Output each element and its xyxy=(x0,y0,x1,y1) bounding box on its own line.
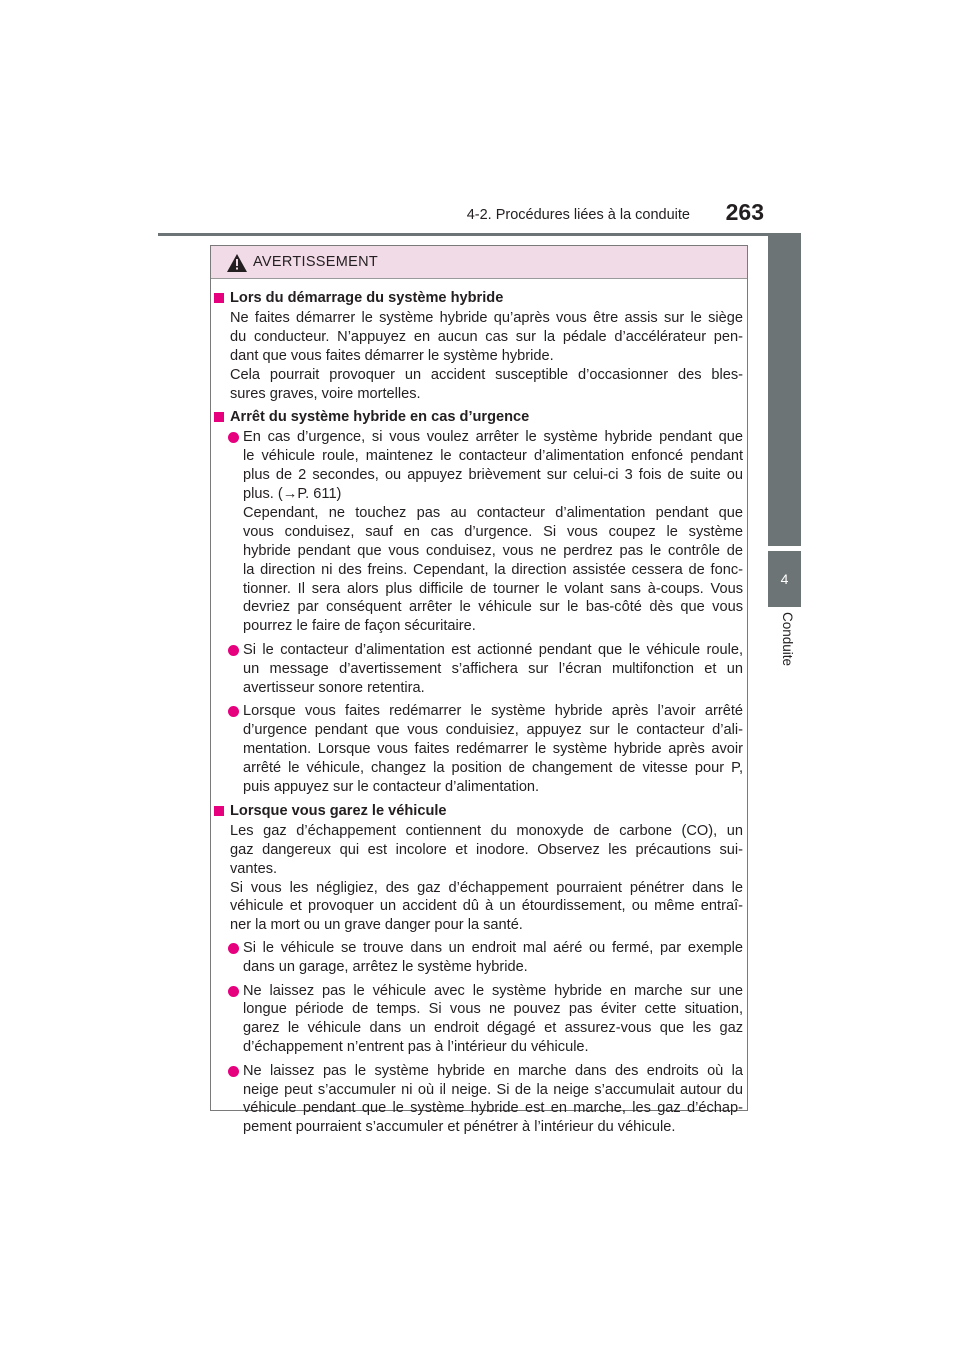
section-heading: Lors du démarrage du système hybride xyxy=(230,290,504,306)
body-line: arrêté le véhicule, changez la position de changement de vitesse pour P, xyxy=(243,759,743,776)
body-line: mentation. Lorsque vous faites redémarrer le système hybride après avoir xyxy=(243,740,743,757)
side-tab-label: Conduite xyxy=(780,612,795,667)
body-line: gaz dangereux qui est incolore et inodore. Observez les précautions sui- xyxy=(230,841,743,858)
body-line: Cependant, ne touchez pas au contacteur d’alimentation pendant que xyxy=(243,504,743,521)
heading-square-icon xyxy=(214,412,224,422)
body-line: Ne laissez pas le véhicule avec le système hybride en marche sur une xyxy=(243,982,743,999)
bullet-dot-icon xyxy=(228,432,239,443)
warning-header xyxy=(211,246,747,279)
section-heading: Arrêt du système hybride en cas d’urgence xyxy=(230,409,530,426)
body-line: longue période de temps. Si vous ne pouvez pas éviter cette situation, xyxy=(243,1001,743,1018)
body-line: Cela pourrait provoquer un accident susceptible d’occasionner des bles- xyxy=(230,366,743,383)
body-line: vous conduisez, sauf en cas d’urgence. Si vous coupez le système xyxy=(243,523,743,540)
body-line: plus de 2 secondes, ou appuyez brièvement sur celui-ci 3 fois de suite ou xyxy=(243,467,743,484)
heading-square-icon xyxy=(214,806,224,816)
body-line: tionner. Il sera alors plus difficile de tourner le volant sans à-coups. Vous xyxy=(243,580,743,597)
body-line: vantes. xyxy=(230,860,278,877)
body-line: plus. (→P. 611) xyxy=(243,486,342,502)
body-line: d’échappement n’entrent pas à l’intérieur du véhicule. xyxy=(243,1039,589,1056)
warning-title: AVERTISSEMENT xyxy=(253,254,379,270)
bullet-dot-icon xyxy=(228,986,239,997)
body-line: Ne laissez pas le système hybride en marche dans des endroits où la xyxy=(243,1062,743,1079)
body-line: neige peut s’accumuler ni où il neige. Si de la neige s’accumulait autour du xyxy=(243,1081,743,1098)
body-line: Ne faites démarrer le système hybride qu’après vous être assis sur le siège xyxy=(230,309,743,326)
body-line: puis appuyez sur le contacteur d’alimentation. xyxy=(243,778,540,795)
body-line: pourrez le faire de façon sécuritaire. xyxy=(243,618,476,635)
body-line: du conducteur. N’appuyez en aucun cas sur la pédale d’accélérateur pen- xyxy=(230,328,743,345)
body-line: un message d’avertissement s’affichera sur l’écran multifonction et un xyxy=(243,660,743,677)
warning-box xyxy=(210,245,748,1136)
body-line: véhicule pendant que le système hybride est en marche, les gaz d’échap- xyxy=(243,1100,743,1117)
bullet-dot-icon xyxy=(228,1066,239,1077)
body-line: hybride pendant que vous conduisez, vous ne perdrez pas le contrôle de xyxy=(243,542,743,559)
body-line: garez le véhicule dans un endroit dégagé et assurez-vous que les gaz xyxy=(243,1020,743,1037)
bullet-dot-icon xyxy=(228,706,239,717)
body-line: le véhicule roule, maintenez le contacteur d’alimentation enfoncé pendant xyxy=(243,448,743,465)
section-title: 4-2. Procédures liées à la conduite xyxy=(466,207,690,223)
body-line: Si vous les négligiez, des gaz d’échappement pourraient pénétrer dans le xyxy=(230,879,743,896)
body-line: ner la mort ou un grave danger pour la santé. xyxy=(230,917,523,934)
body-line: véhicule et provoquer un accident dû à un étourdissement, ou même entraî- xyxy=(230,898,743,915)
body-line: devriez par conséquent arrêter le véhicule sur le bas-côté dès que vous xyxy=(243,599,743,616)
body-line: Les gaz d’échappement contiennent du monoxyde de carbone (CO), un xyxy=(230,822,743,839)
body-line: la direction ni des freins. Cependant, la direction assistée cessera de fonc- xyxy=(243,561,743,578)
body-line: En cas d’urgence, si vous voulez arrêter le système hybride pendant que xyxy=(243,429,743,446)
side-tab-number: 4 xyxy=(768,551,801,607)
section-heading: Lorsque vous garez le véhicule xyxy=(230,802,447,819)
body-line: avertisseur sonore retentira. xyxy=(243,679,425,696)
body-line: dans un garage, arrêtez le système hybride. xyxy=(243,959,528,976)
heading-square-icon xyxy=(214,293,224,303)
bullet-dot-icon xyxy=(228,943,239,954)
body-line: sures graves, voire mortelles. xyxy=(230,385,421,402)
body-line: Si le contacteur d’alimentation est actionné pendant que le véhicule roule, xyxy=(243,641,743,658)
body-line: d’urgence pendant que vous conduisiez, appuyez sur le contacteur d’ali- xyxy=(243,721,743,738)
warning-triangle-icon xyxy=(227,254,247,272)
body-line: Si le véhicule se trouve dans un endroit mal aéré ou fermé, par exemple xyxy=(243,940,743,957)
body-line: Lorsque vous faites redémarrer le système hybride après l’avoir arrêté xyxy=(243,702,743,719)
page-number: 263 xyxy=(725,199,764,225)
bullet-dot-icon xyxy=(228,645,239,656)
body-line: pement pourraient s’accumuler et pénétrer à l’intérieur du véhicule. xyxy=(243,1119,676,1136)
side-tab-bar xyxy=(768,236,801,546)
header-rule xyxy=(158,233,801,236)
body-line: dant que vous faites démarrer le système hybride. xyxy=(230,347,554,364)
